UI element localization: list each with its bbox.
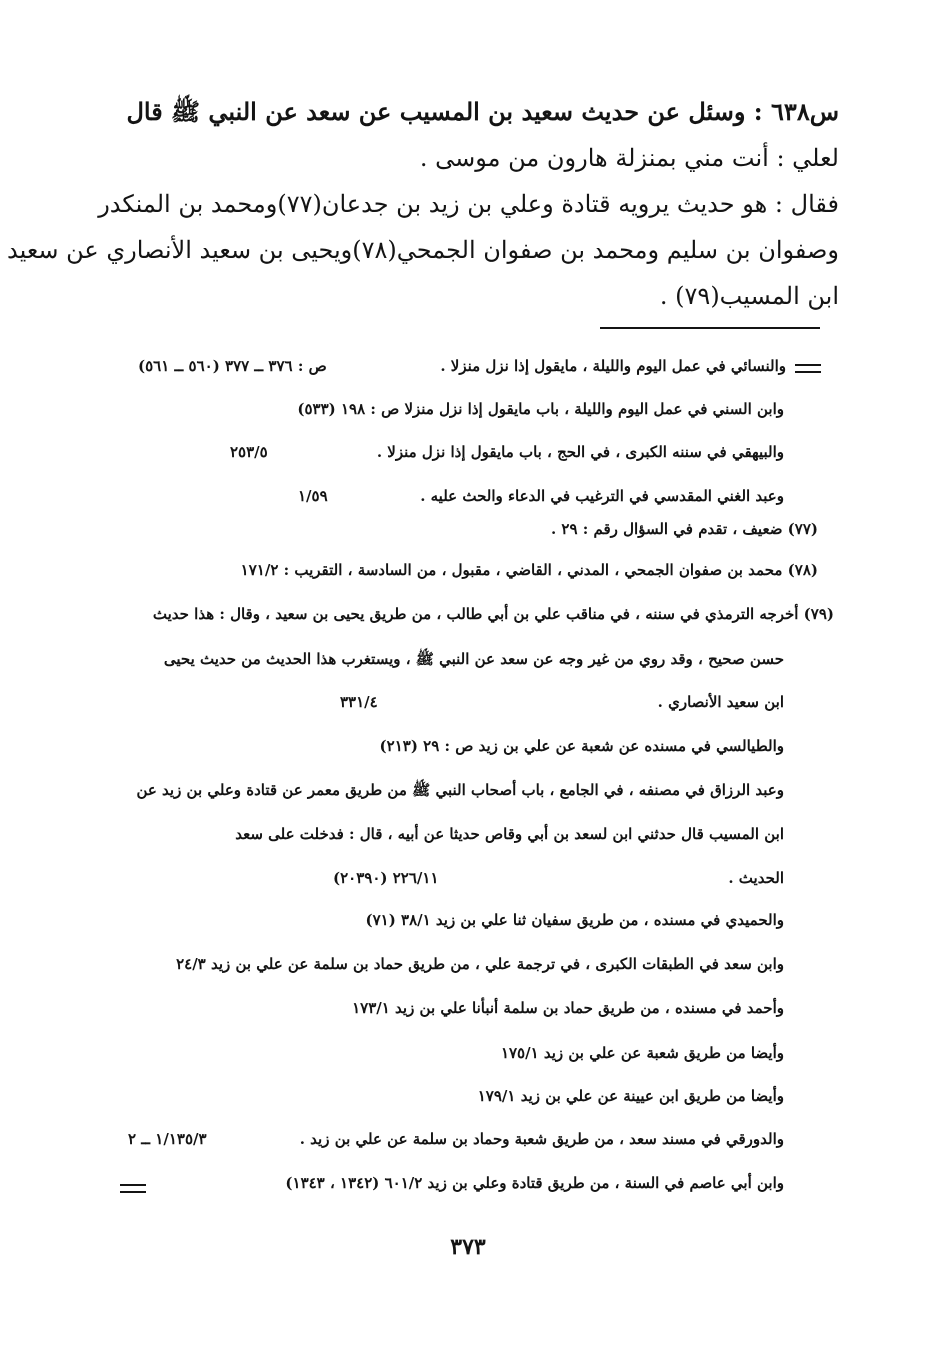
answer-line-3: ابن المسيب(٧٩) .: [659, 282, 839, 310]
footnote-line: حسن صحيح ، وقد روي من غير وجه عن سعد عن النبي ﷺ ، ويستغرب هذا الحديث من حديث يحيى: [163, 650, 784, 668]
footnote-line: ابن سعيد الأنصاري .: [657, 693, 784, 711]
continuation-mark-bottom: [120, 1184, 146, 1193]
footnote-79: (٧٩) أخرجه الترمذي في سننه ، في مناقب علي بن أبي طالب ، من طريق يحيى بن سعيد ، وقال : هذا حديث: [152, 605, 834, 623]
answer-line-1: فقال : هو حديث يرويه قتادة وعلي بن زيد بن جدعان(٧٧)ومحمد بن المنكدر: [98, 190, 839, 218]
footnote-line: وأيضا من طريق ابن عيينة عن علي بن زيد ١٧٩/١: [477, 1087, 784, 1105]
footnote-78: (٧٨) محمد بن صفوان الجمحي ، المدني ، القاضي ، مقبول ، من السادسة ، التقريب : ١٧١/٢: [240, 561, 818, 579]
footnote-line: وابن أبي عاصم في السنة ، من طريق قتادة وعلي بن زيد ٦٠١/٢ (١٣٤٢ ، ١٣٤٣): [285, 1174, 784, 1192]
footnote-line: والنسائي في عمل اليوم والليلة ، مايقول إذا نزل منزلا .: [440, 357, 786, 375]
footnote-line: والطيالسي في مسنده عن شعبة عن علي بن زيد ص : ٢٩ (٢١٣): [379, 737, 784, 755]
footnote-line: وأحمد في مسنده ، من طريق حماد بن سلمة أنبأنا علي بن زيد ١٧٣/١: [352, 999, 784, 1017]
footnote-line: وابن سعد في الطبقات الكبرى ، في ترجمة علي ، من طريق حماد بن سلمة عن علي بن زيد ٢٤/٣: [176, 955, 784, 973]
footnote-line: ابن المسيب قال حدثني ابن لسعد بن أبي وقاص حديثا عن أبيه ، قال : فدخلت على سعد: [235, 825, 784, 843]
footnote-reference: ص : ٣٧٦ ــ ٣٧٧ (٥٦٠ ــ ٥٦١): [138, 357, 327, 375]
footnote-line: الحديث .: [728, 869, 784, 887]
continuation-mark-top: [795, 364, 821, 373]
footnote-line: والحميدي في مسنده ، من طريق سفيان ثنا علي بن زيد ٣٨/١ (٧١): [365, 911, 784, 929]
footnote-line: والبيهقي في سننه الكبرى ، في الحج ، باب مايقول إذا نزل منزلا .: [376, 443, 784, 461]
footnote-line: وأيضا من طريق شعبة عن علي بن زيد ١٧٥/١: [500, 1044, 784, 1062]
footnote-reference: ١/١٣٥/٣ ــ ٢: [128, 1130, 207, 1148]
footnote-reference: ١/٥٩: [298, 487, 328, 505]
footnote-line: وعبد الغني المقدسي في الترغيب في الدعاء والحث عليه .: [420, 487, 784, 505]
answer-line-2: وصفوان بن سليم ومحمد بن صفوان الجمحي(٧٨)ويحيى بن سعيد الأنصاري عن سعيد: [6, 236, 839, 264]
footnote-reference: ٢٢٦/١١ (٢٠٣٩٠): [333, 869, 439, 887]
page-number: ٣٧٣: [450, 1234, 486, 1260]
footnote-77: (٧٧) ضعيف ، تقدم في السؤال رقم : ٢٩ .: [550, 520, 818, 538]
footnote-line: وابن السني في عمل اليوم والليلة ، باب مايقول إذا نزل منزلا ص : ١٩٨ (٥٣٣): [297, 400, 784, 418]
footnote-reference: ٣٣١/٤: [340, 693, 378, 711]
question-line-2: لعلي : أنت مني بمنزلة هارون من موسى .: [419, 144, 839, 172]
footnote-line: وعبد الرزاق في مصنفه ، في الجامع ، باب أصحاب النبي ﷺ من طريق معمر عن قتادة وعلي بن زيد عن: [136, 781, 784, 799]
footnote-line: والدورقي في مسند سعد ، من طريق شعبة وحماد بن سلمة عن علي بن زيد .: [299, 1130, 784, 1148]
question-line-1: س٦٣٨ : وسئل عن حديث سعيد بن المسيب عن سعد عن النبي ﷺ قال: [126, 97, 839, 126]
footnote-separator: [600, 327, 820, 329]
footnote-reference: ٢٥٣/٥: [230, 443, 268, 461]
